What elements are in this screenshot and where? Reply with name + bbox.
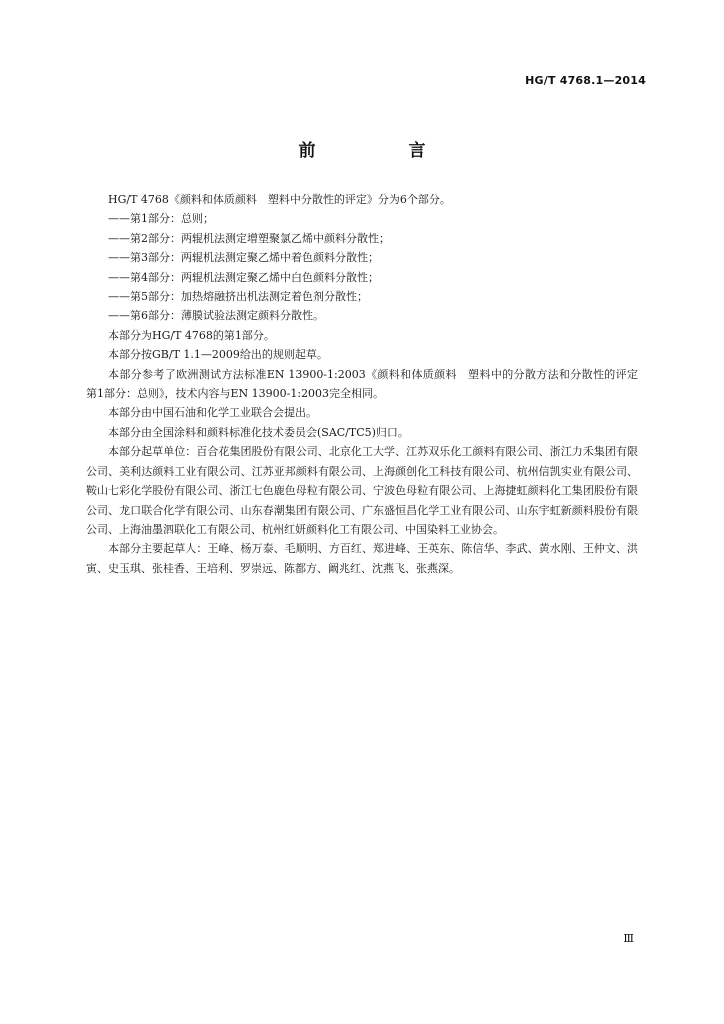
standard-code: HG/T 4768.1—2014	[525, 74, 646, 87]
part-list-item: ——第1部分：总则；	[108, 212, 214, 226]
drafting-units-paragraph: 本部分起草单位：百合花集团股份有限公司、北京化工大学、江苏双乐化工颜料有限公司、浙江力禾集团有限公司、美利达颜料工业有限公司、江苏亚邦颜料有限公司、上海颜创化工科技有限公司、杭州信凯实业有限公司、鞍山七彩化学股份有限公司、浙江七色鹿色母粒有限公司、宁波色母粒有限公司、上海捷虹颜料化工集团股份有限公司、龙口联合化学有限公司、山东春潮集团有限公司、广东盛恒昌化学工业有限公司、山东宇虹新颜料股份有限公司、上海油墨泗联化工有限公司、杭州红妍颜料化工有限公司、中国染料工业协会。	[86, 445, 638, 536]
drafting-rules-paragraph: 本部分按GB/T 1.1—2009给出的规则起草。	[108, 348, 328, 362]
part-list-item: ——第2部分：两辊机法测定增塑聚氯乙烯中颜料分散性；	[108, 231, 390, 245]
drafters-paragraph: 本部分主要起草人：王峰、杨万泰、毛顺明、方百红、郑进峰、王英东、陈信华、李武、黄水刚、王仲文、洪寅、史玉琪、张桂香、王培利、罗崇远、陈都方、阚兆红、沈燕飞、张燕深。	[86, 542, 638, 575]
part-list-item: ——第3部分：两辊机法测定聚乙烯中着色颜料分散性；	[108, 251, 379, 265]
part-list-item: ——第6部分：薄膜试验法测定颜料分散性。	[108, 309, 324, 323]
part-list-item: ——第5部分：加热熔融挤出机法测定着色剂分散性；	[108, 290, 368, 304]
proposed-by-paragraph: 本部分由中国石油和化学工业联合会提出。	[108, 406, 317, 420]
foreword-body	[86, 190, 649, 578]
intro-paragraph: HG/T 4768《颜料和体质颜料 塑料中分散性的评定》分为6个部分。	[108, 193, 451, 206]
page-title: 前 言	[298, 141, 464, 161]
centralized-by-paragraph: 本部分由全国涂料和颜料标准化技术委员会(SAC/TC5)归口。	[108, 425, 409, 439]
page-number: Ⅲ	[623, 932, 634, 945]
this-part-paragraph: 本部分为HG/T 4768的第1部分。	[108, 328, 275, 342]
reference-paragraph: 本部分参考了欧洲测试方法标准EN 13900-1:2003《颜料和体质颜料 塑料中的分散方法和分散性的评定 第1部分：总则》，技术内容与EN 13900-1:2003完全相同。	[86, 367, 649, 401]
part-list-item: ——第4部分：两辊机法测定聚乙烯中白色颜料分散性；	[108, 270, 379, 284]
